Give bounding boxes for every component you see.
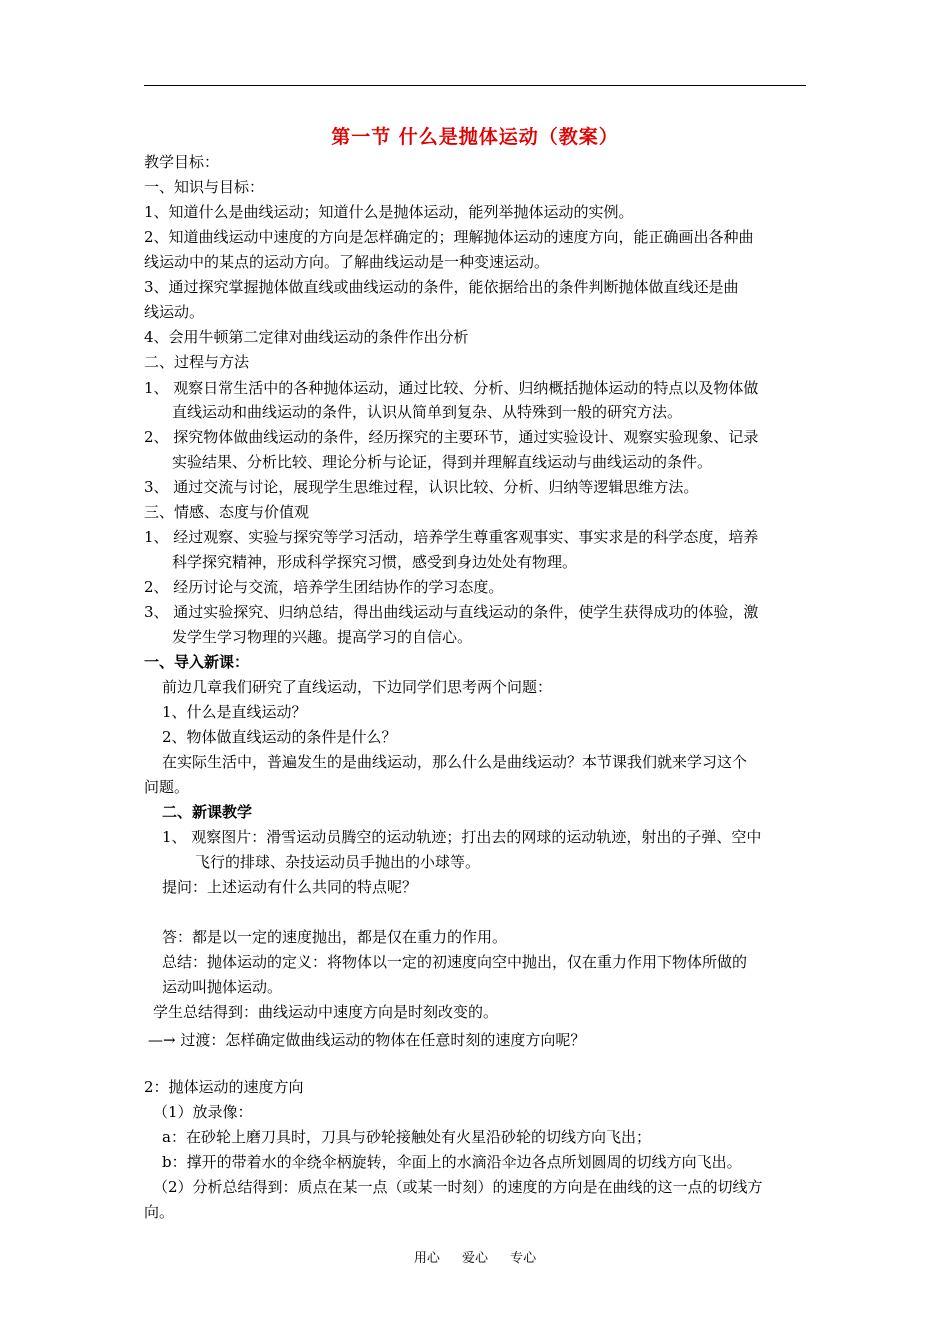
paragraph-line: 在实际生活中，普遍发生的是曲线运动，那么什么是曲线运动？本节课我们就来学习这个 (162, 753, 748, 771)
paragraph-line: 1、 观察图片：滑雪运动员腾空的运动轨迹；打出去的网球的运动轨迹，射出的子弹、空中 (162, 828, 762, 846)
paragraph-line: 2：抛体运动的速度方向 (144, 1078, 304, 1096)
paragraph-line: 3、 通过交流与讨论，展现学生思维过程，认识比较、分析、归纳等逻辑思维方法。 (144, 478, 699, 496)
paragraph-line: 总结：抛体运动的定义：将物体以一定的初速度向空中抛出，仅在重力作用下物体所做的 (162, 953, 748, 971)
paragraph-line: 2、物体做直线运动的条件是什么？ (162, 728, 397, 746)
paragraph-line: 1、知道什么是曲线运动；知道什么是抛体运动，能列举抛体运动的实例。 (144, 203, 634, 221)
intro-heading: 一、导入新课： (144, 653, 250, 671)
paragraph-line: 实验结果、分析比较、理论分析与论证，得到并理解直线运动与曲线运动的条件。 (172, 453, 713, 471)
page-footer: 用心 爱心 专心 (413, 1251, 537, 1266)
paragraph-line: 学生总结得到：曲线运动中速度方向是时刻改变的。 (153, 1003, 499, 1021)
paragraph-line: 向。 (144, 1203, 175, 1221)
paragraph-line: 问题。 (144, 778, 190, 796)
process-heading: 二、过程与方法 (144, 353, 250, 371)
paragraph-line: 答：都是以一定的速度抛出，都是仅在重力的作用。 (162, 928, 508, 946)
paragraph-line: 1、 经过观察、实验与探究等学习活动，培养学生尊重客观事实、事实求是的科学态度，培养 (144, 528, 759, 546)
paragraph-line: 4、会用牛顿第二定律对曲线运动的条件作出分析 (144, 328, 469, 346)
paragraph-line: 直线运动和曲线运动的条件，认识从简单到复杂、从特殊到一般的研究方法。 (172, 403, 683, 421)
header-rule (144, 85, 806, 86)
page-title: 第一节 什么是抛体运动（教案） (331, 126, 619, 148)
paragraph-line: 1、 观察日常生活中的各种抛体运动，通过比较、分析、归纳概括抛体运动的特点以及物体做 (144, 379, 759, 397)
new-lesson-heading: 二、新课教学 (162, 803, 253, 821)
paragraph-line: 发学生学习物理的兴趣。提高学习的自信心。 (172, 628, 473, 646)
paragraph-line: 线运动中的某点的运动方向。了解曲线运动是一种变速运动。 (144, 253, 550, 271)
paragraph-line: 2、 探究物体做曲线运动的条件，经历探究的主要环节，通过实验设计、观察实验现象、记录 (144, 428, 759, 446)
paragraph-line: a：在砂轮上磨刀具时，刀具与砂轮接触处有火星沿砂轮的切线方向飞出； (162, 1128, 651, 1146)
paragraph-line: 前边几章我们研究了直线运动，下边同学们思考两个问题： (162, 678, 553, 696)
paragraph-line: 科学探究精神，形成科学探究习惯，感受到身边处处有物理。 (172, 553, 578, 571)
paragraph-line: 提问：上述运动有什么共同的特点呢？ (162, 878, 418, 896)
paragraph-line: 2、 经历讨论与交流，培养学生团结协作的学习态度。 (144, 578, 504, 596)
knowledge-heading: 一、知识与目标： (144, 178, 265, 196)
paragraph-line: （1）放录像： (153, 1103, 253, 1121)
paragraph-line: 3、通过探究掌握抛体做直线或曲线运动的条件，能依据给出的条件判断抛体做直线还是曲 (144, 278, 739, 296)
paragraph-line: 运动叫抛体运动。 (162, 978, 283, 996)
paragraph-line: b：撑开的带着水的伞绕伞柄旋转，伞面上的水滴沿伞边各点所划圆周的切线方向飞出。 (162, 1153, 742, 1171)
paragraph-line: 线运动。 (144, 303, 205, 321)
attitude-heading: 三、情感、态度与价值观 (144, 503, 310, 521)
paragraph-line: 2、知道曲线运动中速度的方向是怎样确定的；理解抛体运动的速度方向，能正确画出各种曲 (144, 228, 754, 246)
paragraph-line: 3、 通过实验探究、归纳总结，得出曲线运动与直线运动的条件，使学生获得成功的体验，激 (144, 603, 759, 621)
paragraph-line: （2）分析总结得到：质点在某一点（或某一时刻）的速度的方向是在曲线的这一点的切线方 (153, 1178, 763, 1196)
paragraph-line: 1、什么是直线运动？ (162, 703, 307, 721)
transition-line: —→ 过渡：怎样确定做曲线运动的物体在任意时刻的速度方向呢？ (148, 1031, 586, 1049)
objectives-heading: 教学目标： (144, 153, 220, 171)
paragraph-line: 飞行的排球、杂技运动员手抛出的小球等。 (195, 853, 481, 871)
